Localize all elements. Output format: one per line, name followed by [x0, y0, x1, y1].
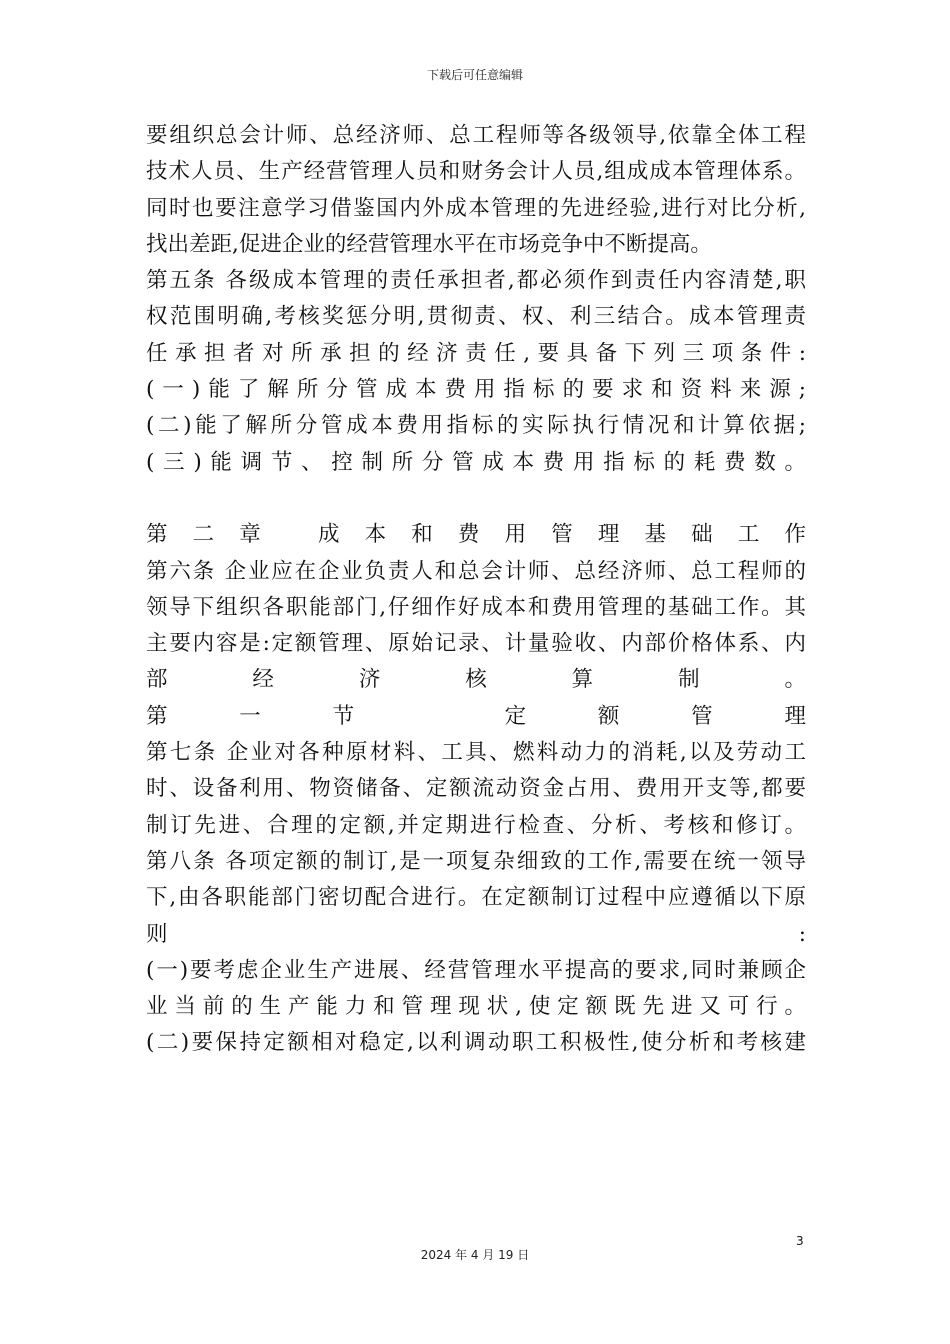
- article-8-line: 第八条 各项定额的制订,是一项复杂细致的工作,需要在统一领导: [146, 848, 806, 874]
- article-7-line: 第七条 企业对各种原材料、工具、燃料动力的消耗,以及劳动工: [146, 740, 806, 766]
- list-item-line: (二)能了解所分管成本费用指标的实际执行情况和计算依据;: [146, 413, 806, 439]
- article-6-line: 第六条 企业应在企业负责人和总会计师、总经济师、总工程师的: [146, 558, 806, 584]
- text-line: 技术人员、生产经营管理人员和财务会计人员,组成成本管理体系。: [146, 159, 806, 185]
- list-item-line: (三)能调节、控制所分管成本费用指标的耗费数。: [146, 449, 806, 475]
- text-line: 业当前的生产能力和管理现状,使定额既先进又可行。: [146, 994, 806, 1020]
- article-5-line: 第五条 各级成本管理的责任承担者,都必须作到责任内容清楚,职: [146, 268, 806, 294]
- chapter-heading: 第二章 成本和费用管理基础工作: [146, 522, 806, 548]
- text-line: 任承担者对所承担的经济责任,要具备下列三项条件:: [146, 340, 806, 366]
- text-line: 制订先进、合理的定额,并定期进行检查、分析、考核和修订。: [146, 812, 806, 838]
- text-line: 权范围明确,考核奖惩分明,贯彻责、权、利三结合。成本管理责: [146, 304, 806, 330]
- blank-line: [146, 481, 806, 517]
- list-item-line: (一)要考虑企业生产进展、经营管理水平提高的要求,同时兼顾企: [146, 957, 806, 983]
- list-item-line: (二)要保持定额相对稳定,以利调动职工积极性,使分析和考核建: [146, 1030, 806, 1056]
- document-body: [146, 118, 806, 1062]
- page-number: 3: [796, 1234, 804, 1248]
- section-heading: 第一节 定额管理: [146, 703, 806, 729]
- text-line: 则:: [146, 921, 806, 947]
- page-footer-date: 2024 年 4 月 19 日: [420, 1248, 530, 1262]
- text-line: 领导下组织各职能部门,仔细作好成本和费用管理的基础工作。其: [146, 594, 806, 620]
- text-line: 同时也要注意学习借鉴国内外成本管理的先进经验,进行对比分析,: [146, 195, 806, 221]
- text-line: 要组织总会计师、总经济师、总工程师等各级领导,依靠全体工程: [146, 123, 806, 148]
- page-header: 下载后可任意编辑: [426, 68, 523, 82]
- text-line: 时、设备利用、物资储备、定额流动资金占用、费用开支等,都要: [146, 776, 806, 802]
- list-item-line: (一)能了解所分管成本费用指标的要求和资料来源;: [146, 377, 806, 403]
- text-line: 找出差距,促进企业的经营管理水平在市场竞争中不断提高。: [146, 231, 712, 257]
- text-line: 部经济核算制。: [146, 667, 806, 693]
- text-line: 下,由各职能部门密切配合进行。在定额制订过程中应遵循以下原: [146, 885, 806, 911]
- text-line: 主要内容是:定额管理、原始记录、计量验收、内部价格体系、内: [146, 631, 806, 657]
